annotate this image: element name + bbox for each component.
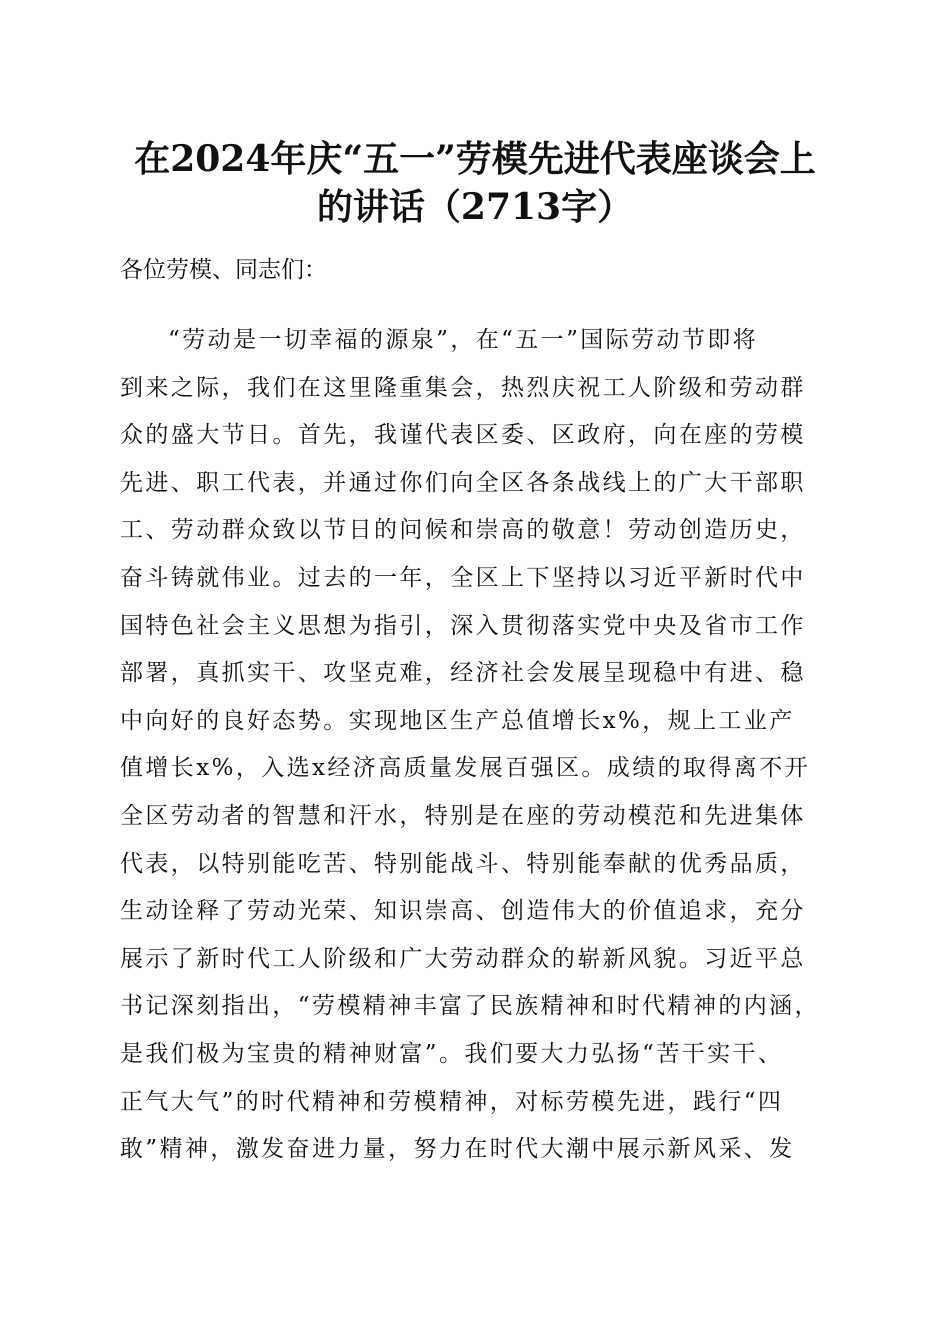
text-line: 奋斗铸就伟业。过去的一年，全区上下坚持以习近平新时代中 [120, 564, 806, 591]
text-line: “劳动是一切幸福的源泉”，在“五一”国际劳动节即将 [168, 327, 759, 353]
text-line: 书记深刻指出，“劳模精神丰富了民族精神和时代精神的内涵， [120, 993, 820, 1020]
text-line: 值增长x%，入选x经济高质量发展百强区。成绩的取得离不开 [120, 755, 810, 782]
text-line: 部署，真抓实干、攻坚克难，经济社会发展呈现稳中有进、稳 [120, 660, 806, 687]
text-line: 国特色社会主义思想为指引，深入贯彻落实党中央及省市工作 [120, 612, 806, 639]
text-line: 众的盛大节日。首先，我谨代表区委、区政府，向在座的劳模 [120, 422, 806, 449]
salutation: 各位劳模、同志们： [120, 257, 327, 283]
text-line: 敢”精神，激发奋进力量，努力在时代大潮中展示新风采、发 [120, 1136, 795, 1163]
text-line: 是我们极为宝贵的精神财富”。我们要大力弘扬“苦干实干、 [120, 1040, 784, 1067]
text-line: 到来之际，我们在这里隆重集会，热烈庆祝工人阶级和劳动群 [120, 374, 806, 401]
text-line: 工、劳动群众致以节日的问候和崇高的敬意！劳动创造历史， [120, 517, 806, 544]
title-line-2: 的讲话（2713字） [316, 186, 634, 228]
text-line: 全区劳动者的智慧和汗水，特别是在座的劳动模范和先进集体 [120, 802, 806, 829]
text-line: 展示了新时代工人阶级和广大劳动群众的崭新风貌。习近平总 [120, 945, 806, 972]
text-line: 中向好的良好态势。实现地区生产总值增长x%，规上工业产 [120, 707, 795, 734]
text-line: 正气大气”的时代精神和劳模精神，对标劳模先进，践行“四 [120, 1088, 784, 1115]
body-paragraph [120, 323, 840, 1180]
text-line: 代表，以特别能吃苦、特别能战斗、特别能奉献的优秀品质， [120, 850, 806, 877]
text-line: 生动诠释了劳动光荣、知识崇高、创造伟大的价值追求，充分 [120, 898, 806, 925]
document-title [100, 135, 850, 231]
title-line-1: 在2024年庆“五一”劳模先进代表座谈会上 [134, 138, 816, 180]
text-line: 先进、职工代表，并通过你们向全区各条战线上的广大干部职 [120, 469, 806, 496]
